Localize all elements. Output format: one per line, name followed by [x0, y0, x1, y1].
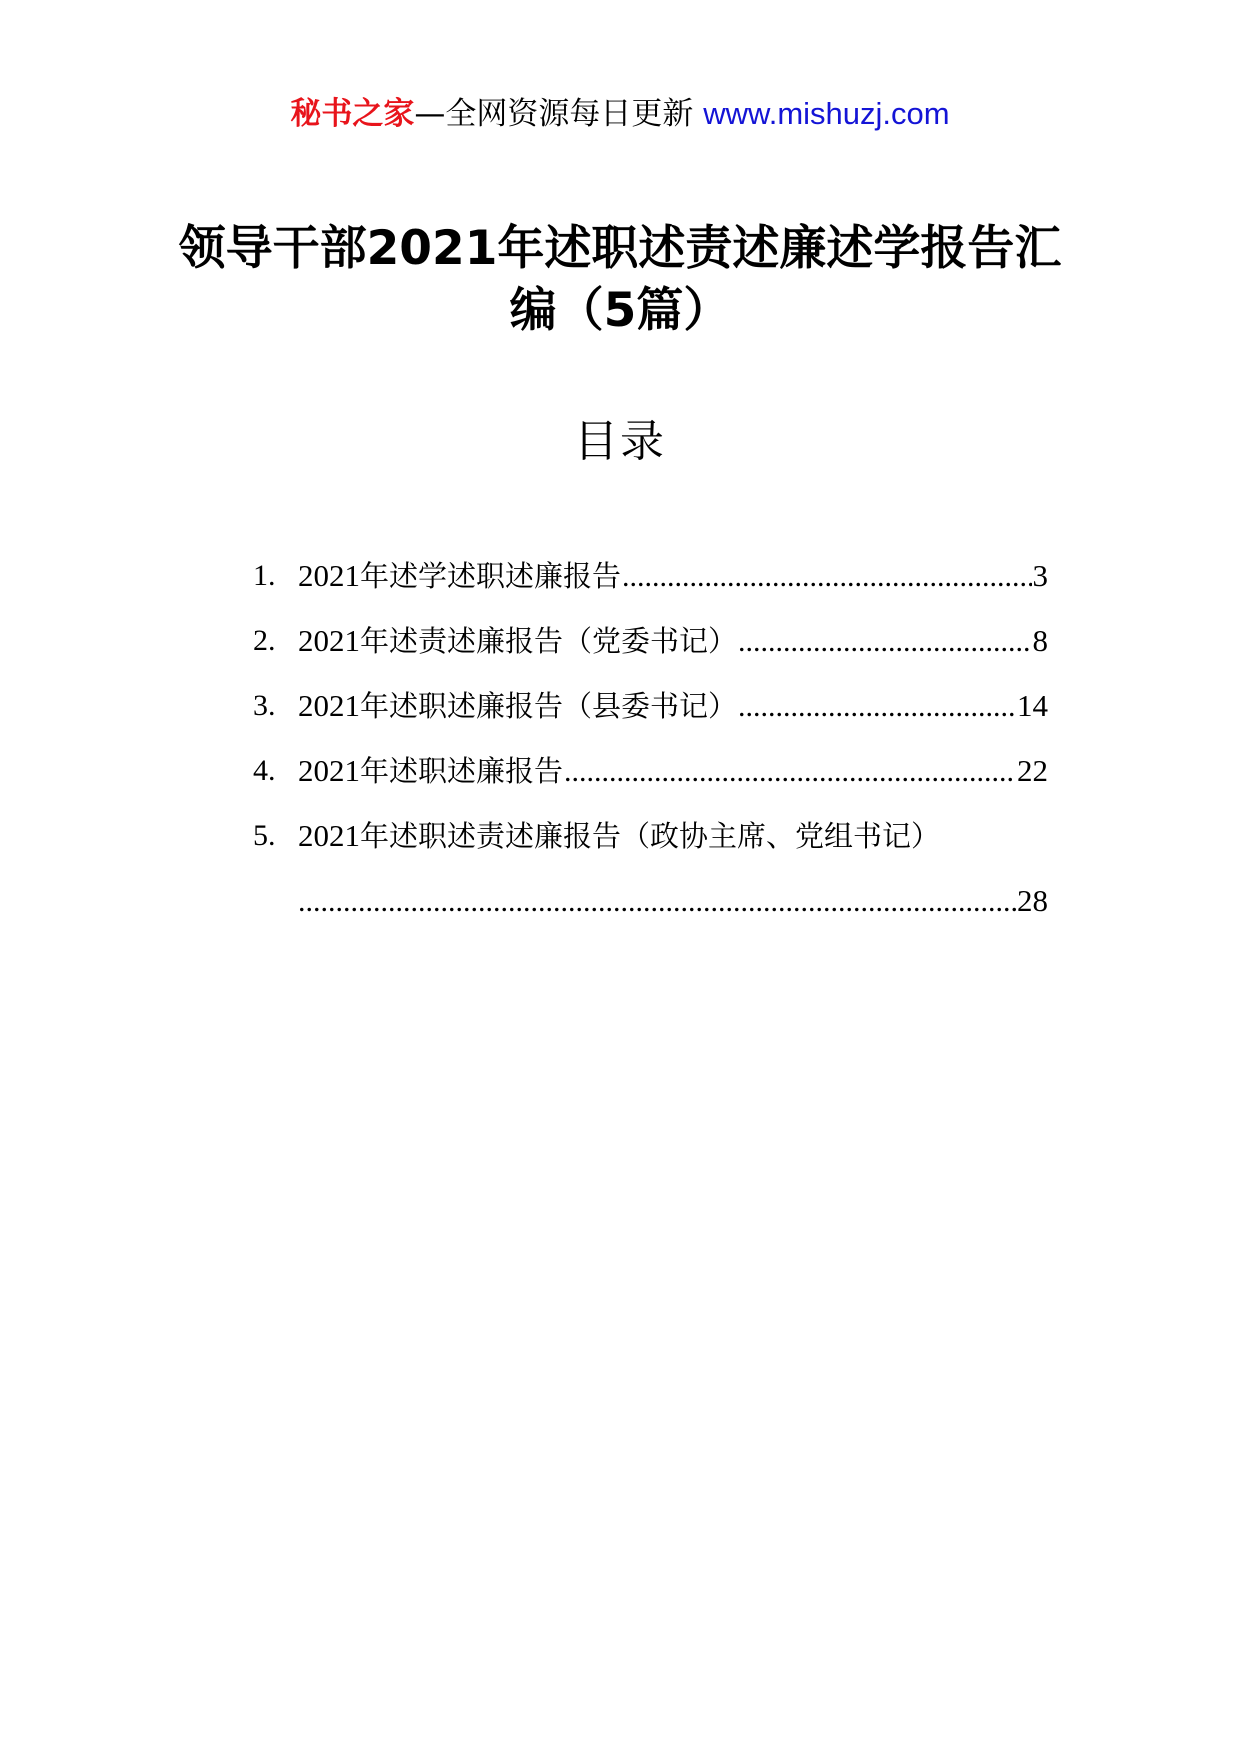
title-line-2: 编（5篇） [509, 283, 731, 338]
document-title [0, 218, 1240, 342]
toc-item-3[interactable] [253, 686, 1048, 751]
site-header [0, 98, 1240, 130]
toc-dot-leader [738, 622, 1031, 662]
toc-item-5[interactable] [253, 816, 1048, 946]
header-tagline: —全网资源每日更新 [414, 96, 694, 132]
toc-item-number: 1. [253, 559, 276, 592]
toc-item-page: 3 [1032, 558, 1048, 593]
toc-dot-leader [564, 752, 1016, 792]
toc-dot-leader [738, 687, 1016, 727]
toc-item-2[interactable] [253, 621, 1048, 686]
brand-name: 秘书之家 [290, 96, 415, 132]
toc-item-page: 8 [1032, 623, 1048, 658]
toc-item-title: 2021年述职述廉报告 [298, 753, 564, 788]
website-link[interactable]: www.mishuzj.com [703, 96, 950, 131]
toc-item-number: 4. [253, 754, 276, 787]
toc-heading: 目录 [574, 416, 666, 467]
toc-item-title: 2021年述学述职述廉报告 [298, 558, 622, 593]
toc-item-number: 2. [253, 624, 276, 657]
toc-dot-leader [298, 882, 1016, 922]
toc-item-number: 5. [253, 819, 276, 852]
table-of-contents [253, 556, 1048, 946]
toc-item-title: 2021年述职述廉报告（县委书记） [298, 688, 738, 723]
title-line-1: 领导干部2021年述职述责述廉述学报告汇 [178, 221, 1062, 276]
toc-item-number: 3. [253, 689, 276, 722]
toc-item-page: 28 [1017, 883, 1048, 918]
toc-dot-leader [622, 557, 1031, 597]
toc-item-page: 14 [1017, 688, 1048, 723]
toc-item-page: 22 [1017, 753, 1048, 788]
toc-item-4[interactable] [253, 751, 1048, 816]
toc-item-title: 2021年述职述责述廉报告（政协主席、党组书记） [298, 818, 941, 853]
toc-item-1[interactable] [253, 556, 1048, 621]
toc-item-title: 2021年述责述廉报告（党委书记） [298, 623, 738, 658]
